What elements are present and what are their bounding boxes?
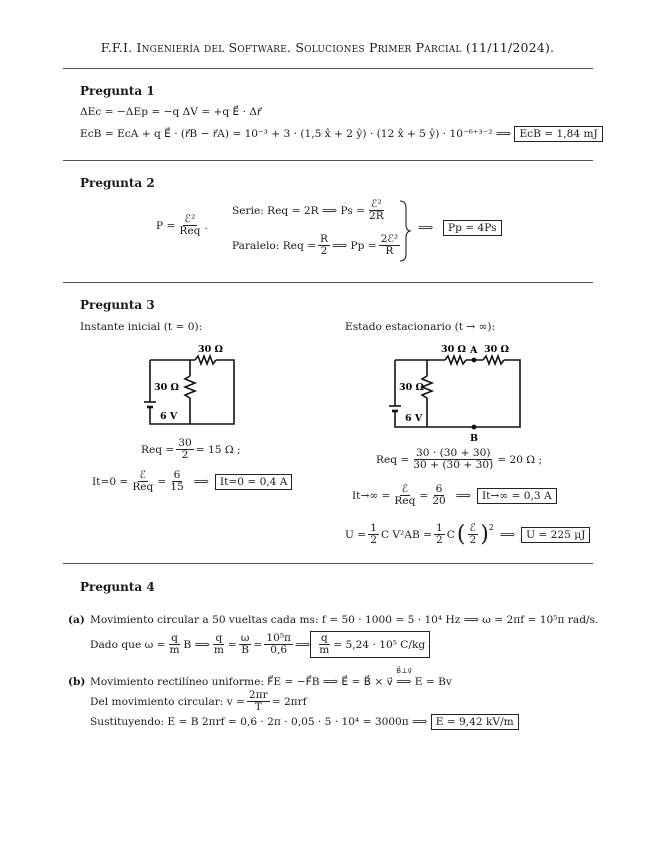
right-node-b-label: B [470,433,479,444]
q2-paralelo-line [232,234,402,257]
q4-a-q: q [171,632,178,644]
q1-line-2 [80,128,603,140]
q4-a-text-a: Dado que ω = [90,638,166,651]
q3-u-arrow: ⟹ [499,528,516,541]
q2-p-fraction [177,214,202,237]
q3-left-current [92,470,292,493]
q2-paralelo-text-a: Paralelo: Req = [232,239,316,252]
q3-left-i-num-2: 6 [173,469,181,481]
q3-u-eps-den: 2 [469,534,477,546]
q4-a-label: (a) [68,614,85,626]
divider [63,160,593,161]
q3-left-i-den: Req [132,481,154,494]
q3-u-eps-num: ℰ [469,521,477,534]
q3-energy: U = $\frac{1}{2}$ C V²AB = $\frac{1}{2}$ C ( $\frac{\text{ℰ}}{2}$ ) $^2$ ⟹ U = 225 μJ [345,522,590,547]
q4-b-line-3 [90,716,519,728]
question-1-title: Pregunta 1 [80,84,155,98]
q3-u-half-den: 2 [370,534,377,546]
q3-u-half-2 [434,523,445,546]
q3-right-i-result: It→∞ = 0,3 A [477,488,557,504]
q4-b-line-1 [90,667,452,688]
q4-a-qm-fraction-2 [212,633,226,656]
q4-b-den: T [254,701,262,714]
q4-b-line-2-text-b: = 2πrf [271,695,307,708]
q4-a-result-rhs: = 5,24 · 10⁵ C/kg [333,638,426,651]
q2-p-lhs: P = [156,219,176,232]
q4-b-line-1-text: Movimiento rectilíneo uniforme: F⃗E = −F⃗B ⟹ E⃗ = B⃗ × v⃗ [90,676,393,688]
q3-right-caption: Estado estacionario (t → ∞): [345,321,496,333]
q3-right-i-num-2: 6 [435,483,443,495]
q3-left-req-rhs: = 15 Ω ; [195,443,241,456]
right-node-a-label: A [470,345,478,356]
q4-a-q-2: q [215,632,223,644]
q2-paralelo-den-2: R [385,245,394,258]
left-circuit-diagram [130,338,245,430]
q2-paralelo-text-b: ⟹ Pp = [331,239,377,252]
question-3-title: Pregunta 3 [80,298,155,312]
q3-left-i-eq: = [157,475,167,488]
q4-a-text-b: B ⟹ [183,638,210,651]
q3-u-eps-fraction [467,523,478,546]
q3-u-half-1 [368,523,379,546]
q4-a-num3: 10⁵π [266,632,292,644]
q3-right-req-den: 30 + (30 + 30) [413,459,494,472]
q3-right-current [352,484,557,507]
q3-right-req-fraction [411,448,495,471]
q4-a-wb-fraction [239,633,252,656]
q4-b-line-2 [90,690,307,713]
divider [63,68,593,69]
q4-a-result-fraction [317,633,331,656]
q2-arrow: ⟹ [418,222,434,234]
q3-right-req [376,448,542,471]
q4-a-arrow: ⟹ [295,638,311,651]
q4-a-m-2: m [213,644,224,657]
left-r-mid-label: 30 Ω [154,382,179,393]
q2-serie-num: ℰ² [371,198,382,210]
q4-a-result [310,631,430,658]
q3-left-req-num: 30 [178,437,192,449]
q4-b-line-3-text: Sustituyendo: E = B 2πrf = 0,6 · 2π · 0,05 · 5 · 10⁴ = 3000π ⟹ [90,716,428,728]
q2-power-formula: P = $\frac{\text{ℰ²}}{\text{Req}}$ . [156,213,208,238]
q3-u-mid: C V²AB = [380,528,432,541]
q2-paralelo-fraction-2 [379,234,400,257]
q3-left-caption: Instante inicial (t = 0): [80,321,203,333]
q2-serie-fraction [367,199,386,222]
q4-a-num-fraction [264,633,293,656]
page-header: F.F.I. Ingeniería del Software. Soluciones Primer Parcial (11/11/2024). [100,40,555,55]
q3-left-req-lhs: Req = [141,443,175,456]
q3-u-half-num: 1 [370,521,377,534]
right-brace-icon [398,200,412,266]
q3-right-i-den: Req [394,495,416,508]
q4-b-line-1-end: ⟹ E = Bv [396,676,452,688]
q3-left-req-den: 2 [181,449,189,462]
q4-b-line-1-over: B⃗⊥v⃗ [396,667,412,675]
q1-line-1: ΔEc = −ΔEp = −q ΔV = +q E⃗ · Δr⃗ [80,106,262,118]
q4-a-m: m [169,644,180,657]
q3-right-i-lhs: It→∞ = [352,489,391,502]
q3-right-i-num: ℰ [401,483,409,495]
q3-left-i-den-2: 15 [170,481,184,494]
q2-serie-den: 2R [369,210,384,223]
q4-a-line-1: Movimiento circular a 50 vueltas cada ms: f = 50 · 1000 = 5 · 10⁴ Hz ⟹ ω = 2πf = 10⁵π rad/s. [90,614,599,626]
q3-left-req [141,438,241,461]
right-circuit-diagram [375,338,535,446]
q4-a-eq-2: = [253,638,263,651]
q3-left-i-fraction-2 [168,470,185,493]
left-battery-label: 6 V [160,411,178,422]
q4-a-qm-fraction [167,633,181,656]
q3-u-half-num-2: 1 [436,521,443,534]
q3-right-i-fraction [392,484,417,507]
right-r-mid-label: 30 Ω [399,382,424,393]
question-2-title: Pregunta 2 [80,176,155,190]
q3-right-i-arrow: ⟹ [455,489,471,502]
q2-paralelo-num-2: 2ℰ² [380,233,399,245]
q3-right-req-rhs: = 20 Ω ; [497,453,543,466]
q4-b-label: (b) [68,676,86,688]
q4-a-w: ω [240,632,250,644]
left-r-top-label: 30 Ω [198,344,223,355]
q3-right-req-num: 30 · (30 + 30) [416,447,491,459]
q2-paralelo-num: R [319,233,328,245]
q4-a-result-q: q [320,632,328,644]
q3-right-i-fraction-2 [430,484,447,507]
right-battery-label: 6 V [405,413,423,424]
q3-left-i-result: It=0 = 0,4 A [215,474,293,490]
q4-a-eq-1: = [227,638,237,651]
q2-serie-text: Serie: Req = 2R ⟹ Ps = [232,204,365,217]
question-4-title: Pregunta 4 [80,580,155,594]
q3-right-req-lhs: Req = [376,453,410,466]
q4-a-line-2 [90,631,430,658]
q3-u-half-den-2: 2 [436,534,443,546]
q2-p-num: ℰ² [184,213,196,225]
q3-right-i-eq: = [419,489,429,502]
q4-b-fraction [247,690,270,713]
q3-right-i-den-2: 20 [432,495,446,508]
q1-result: EcB = 1,84 mJ [514,126,602,142]
right-r-top1-label: 30 Ω [441,344,466,355]
q3-left-i-fraction [130,470,155,493]
q4-b-result: E = 9,42 kV/m [431,714,519,730]
q2-paralelo-den: 2 [320,245,328,258]
q3-u-lhs: U = [345,528,367,541]
q3-u-c: C [446,528,455,541]
node-a-dot [472,358,477,363]
node-b-dot [472,425,477,430]
q4-a-b: B [241,644,250,657]
q4-b-line-2-text-a: Del movimiento circular: v = [90,695,245,708]
q3-u-result: U = 225 μJ [521,527,590,543]
q4-a-result-m: m [319,644,330,657]
q3-left-i-arrow: ⟹ [193,475,209,488]
q2-paralelo-fraction-1 [318,234,330,257]
q3-left-i-lhs: It=0 = [92,475,129,488]
q2-result: Pp = 4Ps [443,220,502,236]
q2-serie-line [232,199,388,222]
divider [63,282,593,283]
q3-left-i-num: ℰ [139,469,147,481]
q1-line-2-text: EcB = EcA + q E⃗ · (r⃗B − r⃗A) = 10⁻³ + 3 · (1,5 x̂ + 2 ŷ) · (12 x̂ + 5 ŷ) · 10⁻⁶⁺³⁻² ⟹ [80,128,512,140]
q4-a-den3: 0,6 [270,644,288,657]
q3-left-req-fraction [176,438,193,461]
right-r-top2-label: 30 Ω [484,344,509,355]
divider [63,563,593,564]
q4-b-num: 2πr [248,689,268,701]
q2-p-den: Req [179,225,201,238]
